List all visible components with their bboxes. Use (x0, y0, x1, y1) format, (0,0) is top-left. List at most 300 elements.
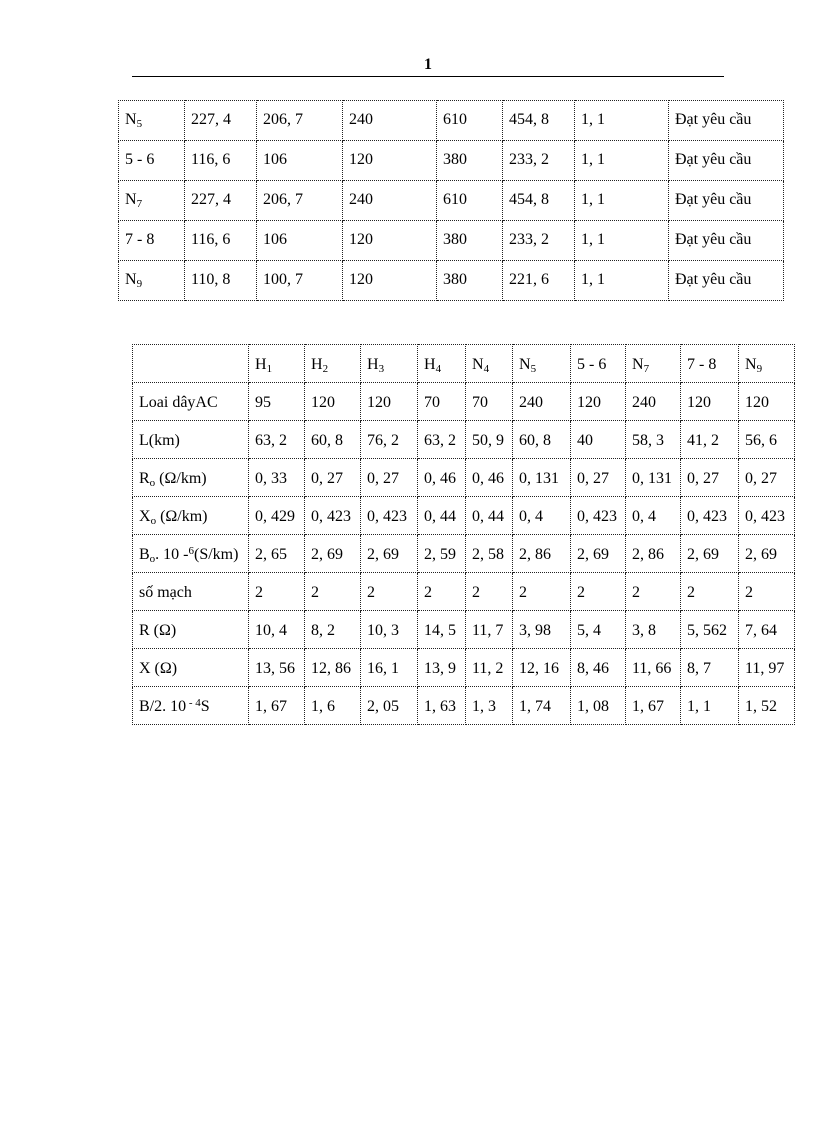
cell-text: 11, 7 (472, 622, 504, 639)
cell-text: 40 (577, 432, 593, 449)
cell-text: 227, 4 (191, 111, 231, 128)
label-text: số mạch (139, 584, 192, 601)
table-cell (437, 221, 503, 261)
label-text: L(km) (139, 432, 180, 449)
row-label-cell (119, 221, 185, 261)
table-cell (418, 459, 466, 497)
table-cell (503, 141, 575, 181)
table-cell (305, 497, 361, 535)
cell-text: 2, 58 (472, 546, 504, 563)
cell-text: 380 (443, 151, 467, 168)
cell-text: 2 (519, 584, 527, 601)
header-text: H (311, 356, 323, 373)
table-cell (466, 497, 513, 535)
cell-text: 0, 46 (472, 470, 504, 487)
header-rule (132, 76, 724, 77)
cell-text: 11, 97 (745, 660, 785, 677)
cell-text: 100, 7 (263, 271, 303, 288)
column-header (133, 345, 249, 383)
table-cell (466, 535, 513, 573)
table-cell (626, 421, 681, 459)
table-cell (626, 687, 681, 725)
cell-text: 0, 423 (311, 508, 351, 525)
cell-text: 2 (472, 584, 480, 601)
cell-text: 70 (424, 394, 440, 411)
cell-text: Đạt yêu cầu (675, 151, 752, 168)
cell-text: 380 (443, 271, 467, 288)
subscript: 9 (756, 363, 763, 375)
cell-text: 13, 56 (255, 660, 295, 677)
table-cell (305, 687, 361, 725)
cell-text: 58, 3 (632, 432, 664, 449)
cell-text: 1, 1 (581, 151, 605, 168)
table-cell (681, 535, 739, 573)
table-cell (418, 573, 466, 611)
label-text: R (139, 470, 150, 487)
cell-text: 2 (367, 584, 375, 601)
row-label-cell (133, 421, 249, 459)
cell-text: 2, 69 (577, 546, 609, 563)
cell-text: 1, 1 (687, 698, 711, 715)
table-cell (669, 101, 784, 141)
header-text: H (424, 356, 436, 373)
cell-text: 12, 86 (311, 660, 351, 677)
table-cell (571, 687, 626, 725)
cell-text: 120 (687, 394, 711, 411)
cell-text: 233, 2 (509, 231, 549, 248)
header-text: N (632, 356, 644, 373)
cell-text: 0, 27 (687, 470, 719, 487)
label-unit: (Ω/km) (156, 508, 208, 525)
label-unit: (Ω/km) (155, 470, 207, 487)
table-cell (739, 497, 795, 535)
subscript: 7 (136, 198, 143, 210)
table-cell (249, 497, 305, 535)
table-cell (466, 421, 513, 459)
label-text: B (139, 546, 150, 563)
table-cell (503, 181, 575, 221)
label-unit: . 10 - (155, 546, 189, 563)
cell-text: 0, 27 (367, 470, 399, 487)
cell-text: 8, 46 (577, 660, 609, 677)
table-cell (571, 497, 626, 535)
cell-text: 120 (745, 394, 769, 411)
column-header (249, 345, 305, 383)
cell-text: 120 (349, 151, 373, 168)
table-cell (626, 459, 681, 497)
column-header (305, 345, 361, 383)
table-cell (513, 535, 571, 573)
table-cell (681, 459, 739, 497)
table-cell (575, 221, 669, 261)
table-cell (571, 421, 626, 459)
table-row (133, 497, 795, 535)
table-cell (503, 221, 575, 261)
table-cell (739, 573, 795, 611)
cell-text: 2, 69 (311, 546, 343, 563)
subscript: 3 (378, 363, 385, 375)
table-cell (513, 573, 571, 611)
table-cell (626, 497, 681, 535)
cell-text: 454, 8 (509, 191, 549, 208)
subscript: 5 (530, 363, 537, 375)
subscript: 1 (266, 363, 273, 375)
header-text: 5 - 6 (577, 356, 607, 373)
table-cell (513, 421, 571, 459)
cell-text: 227, 4 (191, 191, 231, 208)
cell-text: 1, 67 (255, 698, 287, 715)
table-cell (575, 101, 669, 141)
table-cell (669, 181, 784, 221)
table-row (119, 101, 784, 141)
cell-text: 0, 27 (311, 470, 343, 487)
table-cell (343, 181, 437, 221)
table-cell (361, 459, 418, 497)
cell-text: 2, 59 (424, 546, 456, 563)
subscript: o (149, 553, 156, 565)
cell-text: 2 (424, 584, 432, 601)
row-label-cell (133, 497, 249, 535)
table-cell (418, 535, 466, 573)
cell-text: 12, 16 (519, 660, 559, 677)
header-text: H (367, 356, 379, 373)
cell-text: 5, 562 (687, 622, 727, 639)
cell-text: 13, 9 (424, 660, 456, 677)
table-cell (571, 459, 626, 497)
cell-text: 221, 6 (509, 271, 549, 288)
cell-text: 41, 2 (687, 432, 719, 449)
table-cell (361, 383, 418, 421)
cell-text: 2 (745, 584, 753, 601)
table-cell (418, 687, 466, 725)
table-cell (257, 141, 343, 181)
row-label-cell (119, 101, 185, 141)
cell-text: N (125, 191, 137, 208)
label-text: X (Ω) (139, 660, 178, 677)
table-cell (418, 383, 466, 421)
cell-text: 3, 8 (632, 622, 656, 639)
cell-text: 0, 423 (367, 508, 407, 525)
table-cell (305, 649, 361, 687)
column-header (681, 345, 739, 383)
column-header (739, 345, 795, 383)
table-cell (257, 221, 343, 261)
cell-text: 0, 423 (577, 508, 617, 525)
table-cell (503, 101, 575, 141)
cell-text: 2, 65 (255, 546, 287, 563)
table-cell (626, 383, 681, 421)
table-cell (185, 181, 257, 221)
cell-text: 5 - 6 (125, 151, 155, 168)
table-row (133, 459, 795, 497)
table-cell (249, 611, 305, 649)
table-cell (626, 573, 681, 611)
table-cell (418, 649, 466, 687)
subscript: o (149, 477, 156, 489)
table-cell (466, 611, 513, 649)
label-text: Loai dâyAC (139, 394, 218, 411)
label-tail: (S/km) (194, 546, 239, 563)
line-parameters-table (132, 344, 795, 725)
cell-text: 1, 3 (472, 698, 496, 715)
row-label-cell (133, 535, 249, 573)
cell-text: 1, 74 (519, 698, 551, 715)
table-cell (503, 261, 575, 301)
cell-text: 2, 69 (367, 546, 399, 563)
cell-text: 2, 69 (745, 546, 777, 563)
cell-text: 120 (311, 394, 335, 411)
column-header (418, 345, 466, 383)
table-cell (418, 421, 466, 459)
cell-text: 0, 131 (519, 470, 559, 487)
row-label-cell (133, 459, 249, 497)
cell-text: 2, 69 (687, 546, 719, 563)
table-cell (361, 497, 418, 535)
table-cell (669, 261, 784, 301)
table-cell (361, 421, 418, 459)
cell-text: 76, 2 (367, 432, 399, 449)
table-cell (249, 535, 305, 573)
table-cell (305, 459, 361, 497)
table-cell (466, 383, 513, 421)
cell-text: 10, 4 (255, 622, 287, 639)
cell-text: 1, 67 (632, 698, 664, 715)
subscript: 4 (483, 363, 490, 375)
table-cell (305, 383, 361, 421)
table-cell (343, 101, 437, 141)
table-cell (669, 221, 784, 261)
subscript: 2 (322, 363, 329, 375)
table-cell (361, 649, 418, 687)
column-header (361, 345, 418, 383)
cell-text: 95 (255, 394, 271, 411)
cell-text: 380 (443, 231, 467, 248)
table-cell (739, 649, 795, 687)
label-tail: S (200, 698, 210, 715)
table-cell (343, 221, 437, 261)
table-cell (513, 383, 571, 421)
table-cell (681, 573, 739, 611)
table-cell (305, 573, 361, 611)
table-cell (739, 535, 795, 573)
table-cell (681, 611, 739, 649)
cell-text: 1, 1 (581, 231, 605, 248)
table-cell (185, 261, 257, 301)
table-row (133, 383, 795, 421)
cell-text: 2, 86 (632, 546, 664, 563)
cell-text: 1, 6 (311, 698, 335, 715)
table-cell (513, 459, 571, 497)
row-label-cell (133, 649, 249, 687)
cell-text: 240 (519, 394, 543, 411)
table-cell (739, 383, 795, 421)
cell-text: 2 (687, 584, 695, 601)
table-cell (361, 535, 418, 573)
table-cell (437, 261, 503, 301)
cell-text: 106 (263, 231, 287, 248)
cell-text: 1, 08 (577, 698, 609, 715)
table-cell (437, 101, 503, 141)
cell-text: 0, 46 (424, 470, 456, 487)
table-cell (249, 687, 305, 725)
table-cell (185, 221, 257, 261)
table-row (133, 421, 795, 459)
table-cell (571, 573, 626, 611)
cell-text: 2 (311, 584, 319, 601)
cell-text: Đạt yêu cầu (675, 231, 752, 248)
table-row (119, 261, 784, 301)
table-cell (575, 261, 669, 301)
table-cell (418, 497, 466, 535)
cell-text: 0, 27 (577, 470, 609, 487)
cell-text: 11, 2 (472, 660, 504, 677)
table-cell (513, 649, 571, 687)
cell-text: 0, 4 (519, 508, 543, 525)
cell-text: 0, 44 (472, 508, 504, 525)
table-cell (343, 261, 437, 301)
table-cell (681, 497, 739, 535)
table-cell (257, 261, 343, 301)
cell-text: 70 (472, 394, 488, 411)
table-cell (575, 141, 669, 181)
cell-text: 1, 1 (581, 191, 605, 208)
table-cell (185, 101, 257, 141)
table-cell (249, 649, 305, 687)
row-label-cell (119, 261, 185, 301)
cell-text: 116, 6 (191, 151, 231, 168)
table-cell (626, 649, 681, 687)
cell-text: 56, 6 (745, 432, 777, 449)
table-cell (249, 459, 305, 497)
cell-text: 3, 98 (519, 622, 551, 639)
table-row (133, 649, 795, 687)
label-text: B/2. 10 (139, 698, 187, 715)
cell-text: 610 (443, 111, 467, 128)
cell-text: 2 (632, 584, 640, 601)
header-text: N (472, 356, 484, 373)
table-cell (343, 141, 437, 181)
row-label-cell (119, 141, 185, 181)
table-cell (437, 181, 503, 221)
cell-text: 206, 7 (263, 111, 303, 128)
cell-text: 240 (632, 394, 656, 411)
table-row (133, 687, 795, 725)
table-row (133, 573, 795, 611)
cell-text: 1, 52 (745, 698, 777, 715)
table-cell (681, 421, 739, 459)
cell-text: 2 (577, 584, 585, 601)
cell-text: 50, 9 (472, 432, 504, 449)
cell-text: 2 (255, 584, 263, 601)
row-label-cell (133, 573, 249, 611)
cell-text: 120 (349, 231, 373, 248)
table-row (133, 611, 795, 649)
superscript: 6 (188, 545, 194, 557)
table-cell (466, 649, 513, 687)
table-cell (739, 611, 795, 649)
column-header (626, 345, 681, 383)
cell-text: 0, 27 (745, 470, 777, 487)
table-cell (361, 611, 418, 649)
table-cell (249, 421, 305, 459)
cell-text: 1, 1 (581, 111, 605, 128)
table-row (119, 141, 784, 181)
table-cell (305, 611, 361, 649)
cell-text: 8, 2 (311, 622, 335, 639)
cell-text: 0, 44 (424, 508, 456, 525)
cell-text: 120 (367, 394, 391, 411)
cell-text: N (125, 271, 137, 288)
label-text: X (139, 508, 151, 525)
column-header (571, 345, 626, 383)
table-cell (739, 459, 795, 497)
table-cell (626, 535, 681, 573)
cell-text: 1, 1 (581, 271, 605, 288)
subscript: o (150, 515, 157, 527)
cell-text: 610 (443, 191, 467, 208)
header-text: H (255, 356, 267, 373)
table-cell (249, 573, 305, 611)
table-cell (249, 383, 305, 421)
cell-text: 206, 7 (263, 191, 303, 208)
table-cell (305, 535, 361, 573)
cell-text: 0, 423 (687, 508, 727, 525)
table-cell (437, 141, 503, 181)
table-cell (305, 421, 361, 459)
table-cell (571, 611, 626, 649)
cell-text: 14, 5 (424, 622, 456, 639)
cell-text: 240 (349, 111, 373, 128)
page-number: 1 (424, 56, 432, 73)
subscript: 7 (643, 363, 650, 375)
cell-text: 0, 423 (745, 508, 785, 525)
table-cell (571, 383, 626, 421)
subscript: 9 (136, 278, 143, 290)
table-cell (257, 101, 343, 141)
row-label-cell (133, 611, 249, 649)
cell-text: 106 (263, 151, 287, 168)
subscript: 4 (435, 363, 442, 375)
cell-text: 454, 8 (509, 111, 549, 128)
table-cell (466, 687, 513, 725)
cell-text: N (125, 111, 137, 128)
row-label-cell (119, 181, 185, 221)
label-text: R (Ω) (139, 622, 177, 639)
cell-text: 11, 66 (632, 660, 672, 677)
cell-text: 7 - 8 (125, 231, 155, 248)
cell-text: 0, 33 (255, 470, 287, 487)
column-header (513, 345, 571, 383)
superscript: - 4 (186, 697, 201, 709)
row-label-cell (133, 687, 249, 725)
table-cell (466, 573, 513, 611)
table-cell (739, 687, 795, 725)
cell-text: Đạt yêu cầu (675, 271, 752, 288)
table-row (119, 221, 784, 261)
cell-text: 63, 2 (424, 432, 456, 449)
cell-text: 120 (577, 394, 601, 411)
subscript: 5 (136, 118, 143, 130)
cell-text: 10, 3 (367, 622, 399, 639)
cell-text: 63, 2 (255, 432, 287, 449)
cell-text: Đạt yêu cầu (675, 191, 752, 208)
cell-text: 60, 8 (519, 432, 551, 449)
header-text: N (745, 356, 757, 373)
header-text: N (519, 356, 531, 373)
cell-text: 60, 8 (311, 432, 343, 449)
table-row (119, 181, 784, 221)
table-row (133, 535, 795, 573)
